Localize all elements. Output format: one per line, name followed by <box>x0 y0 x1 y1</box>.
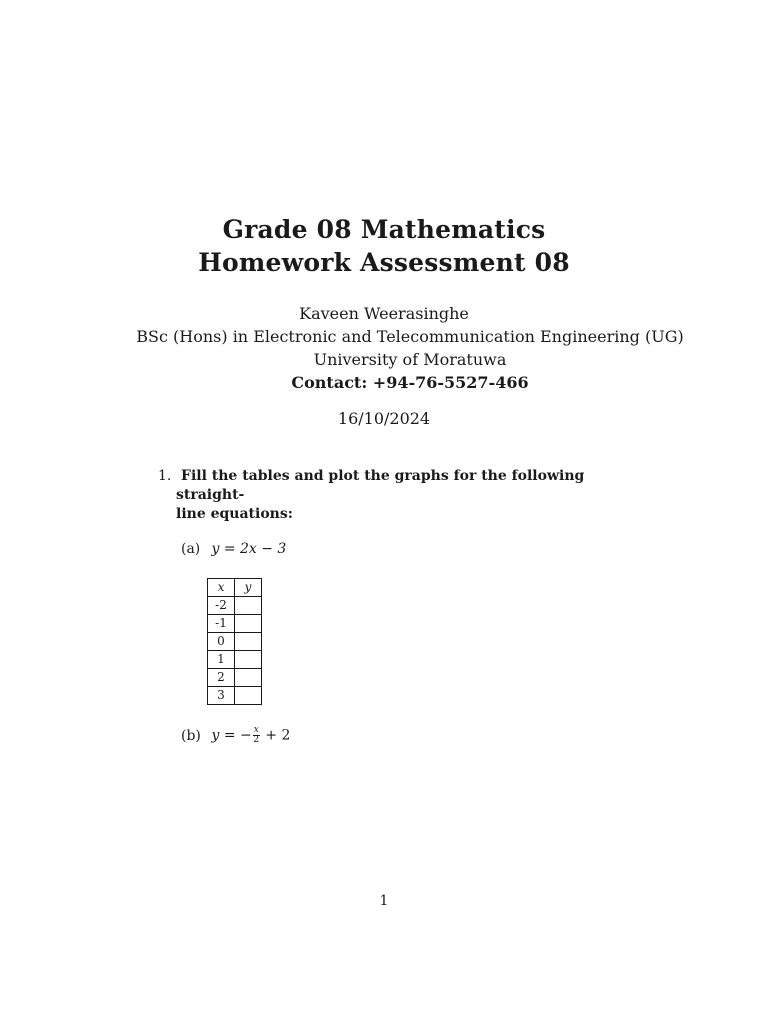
author-degree: BSc (Hons) in Electronic and Telecommunication Engineering (UG) <box>136 327 684 346</box>
author-name: Kaveen Weerasinghe <box>299 304 469 323</box>
part-b-equation-prefix: y = − <box>211 727 252 744</box>
table-row <box>208 597 262 615</box>
table-cell-x: -1 <box>208 615 235 633</box>
table-row <box>208 615 262 633</box>
table-cell-x: -2 <box>208 597 235 615</box>
fraction-denominator: 2 <box>253 735 260 745</box>
part-a-label: (a) <box>181 541 201 557</box>
table-row <box>208 687 262 705</box>
table-cell-y[interactable] <box>235 651 262 669</box>
question-1 <box>158 467 638 524</box>
author-contact: Contact: +94-76-5527-466 <box>291 373 529 392</box>
table-cell-x: 3 <box>208 687 235 705</box>
question-text-line-2: line equations: <box>176 506 293 522</box>
question-text <box>158 467 638 524</box>
table-header-y: y <box>235 579 262 597</box>
table-header-x: x <box>208 579 235 597</box>
document-title-line-2: Homework Assessment 08 <box>198 248 570 277</box>
part-a <box>181 541 286 557</box>
xy-table-part-a <box>207 578 262 705</box>
table-row <box>208 633 262 651</box>
table-cell-x: 0 <box>208 633 235 651</box>
table-cell-x: 2 <box>208 669 235 687</box>
part-b-label: (b) <box>181 727 201 744</box>
page-number: 1 <box>379 893 389 909</box>
part-a-equation: y = 2x − 3 <box>211 541 287 557</box>
part-b-fraction <box>253 726 260 745</box>
table-cell-y[interactable] <box>235 669 262 687</box>
table-row <box>208 651 262 669</box>
table-cell-y[interactable] <box>235 615 262 633</box>
document-date: 16/10/2024 <box>337 409 431 428</box>
table-header-row <box>208 579 262 597</box>
table-cell-y[interactable] <box>235 687 262 705</box>
table-cell-y[interactable] <box>235 597 262 615</box>
part-b <box>181 726 290 745</box>
question-number: 1. <box>158 468 172 484</box>
table-cell-x: 1 <box>208 651 235 669</box>
fraction-numerator: x <box>253 725 259 735</box>
question-text-line-1: Fill the tables and plot the graphs for the following straight- <box>176 468 585 503</box>
table-row <box>208 669 262 687</box>
table-cell-y[interactable] <box>235 633 262 651</box>
document-title-line-1: Grade 08 Mathematics <box>222 215 546 244</box>
part-b-equation-suffix: + 2 <box>265 727 291 744</box>
author-university: University of Moratuwa <box>313 350 507 369</box>
